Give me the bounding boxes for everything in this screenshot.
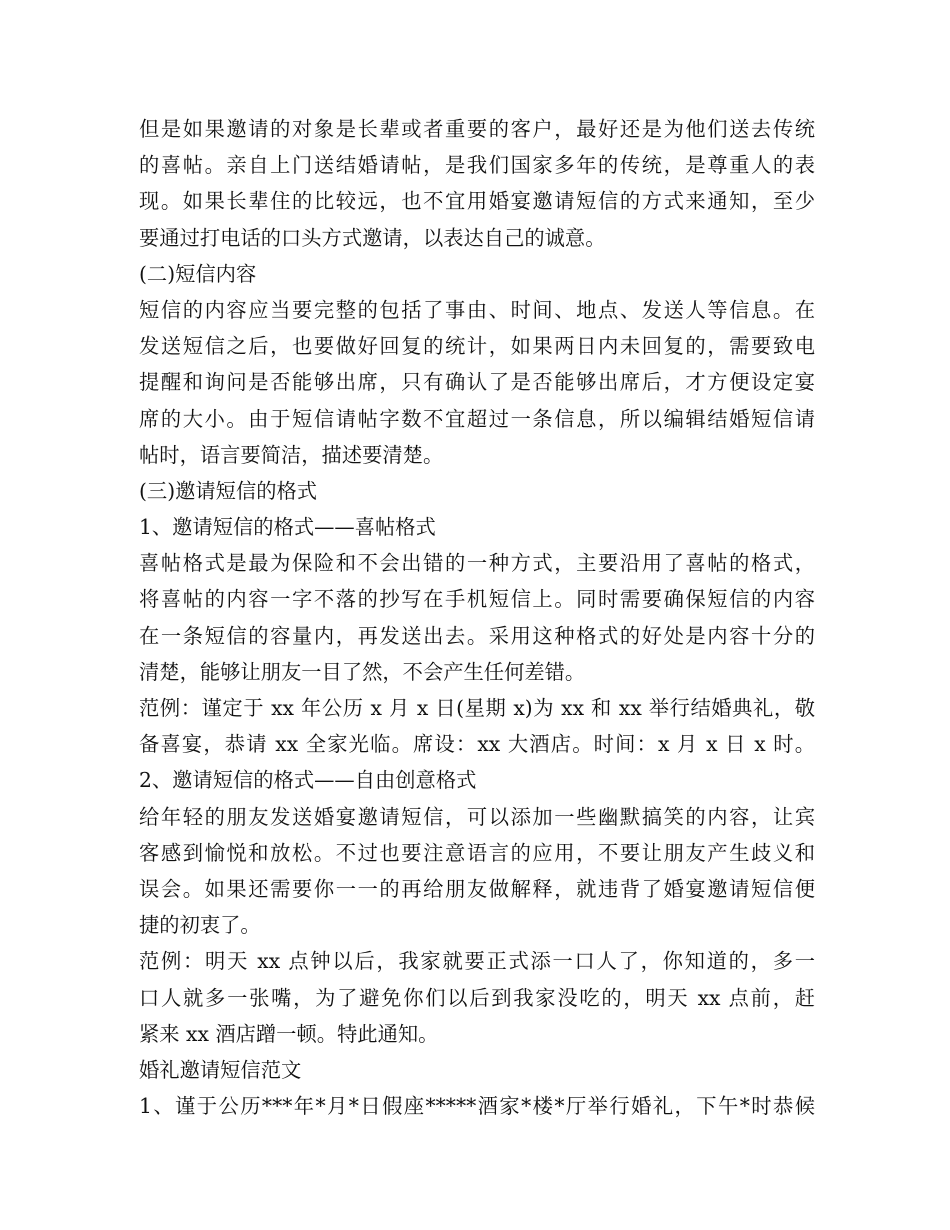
text-line-15: 在一条短信的容量内，再发送出去。采用这种格式的好处是内容十分的 (139, 623, 815, 648)
text-line-7: 发送短信之后，也要做好回复的统计，如果两日内未回复的，需要致电 (139, 334, 815, 359)
example-line-4: 口人就多一张嘴，为了避免你们以后到我家没吃的，明天 xx 点前，赶 (139, 985, 815, 1010)
text-line-14: 将喜帖的内容一字不落的抄写在手机短信上。同时需要确保短信的内容 (139, 587, 815, 612)
text-line-3: 现。如果长辈住的比较远，也不宜用婚宴邀请短信的方式来通知，至少 (139, 189, 815, 214)
text-line-4: 要通过打电话的口头方式邀请，以表达自己的诚意。 (139, 225, 606, 250)
text-line-10: 帖时，语言要简洁，描述要清楚。 (139, 442, 444, 467)
text-line-9: 席的大小。由于短信请帖字数不宜超过一条信息，所以编辑结婚短信请 (139, 406, 815, 431)
text-line-20: 给年轻的朋友发送婚宴邀请短信，可以添加一些幽默搞笑的内容，让宾 (139, 804, 815, 829)
text-line-2: 的喜帖。亲自上门送结婚请帖，是我们国家多年的传统，是尊重人的表 (139, 153, 815, 178)
sample-line-1: 1、谨于公历***年*月*日假座*****酒家*楼*厅举行婚礼，下午*时恭候 (139, 1094, 815, 1119)
text-line-13: 喜帖格式是最为保险和不会出错的一种方式，主要沿用了喜帖的格式， (139, 551, 815, 576)
text-line-6: 短信的内容应当要完整的包括了事由、时间、地点、发送人等信息。在 (139, 297, 815, 322)
text-line-23: 捷的初衷了。 (139, 913, 261, 938)
example-line-3: 范例：明天 xx 点钟以后，我家就要正式添一口人了，你知道的，多一 (139, 949, 815, 974)
subheading-free-format: 2、邀请短信的格式——自由创意格式 (139, 768, 477, 793)
subheading-invitation-format: 1、邀请短信的格式——喜帖格式 (139, 515, 436, 540)
text-line-16: 清楚，能够让朋友一目了然，不会产生任何差错。 (139, 659, 586, 684)
text-line-21: 客感到愉悦和放松。不过也要注意语言的应用，不要让朋友产生歧义和 (139, 840, 815, 865)
section-heading-sms-content: (二)短信内容 (139, 261, 257, 286)
example-line-2: 备喜宴，恭请 xx 全家光临。席设：xx 大酒店。时间：x 月 x 日 x 时。 (139, 732, 815, 757)
text-line-1: 但是如果邀请的对象是长辈或者重要的客户，最好还是为他们送去传统 (139, 117, 815, 141)
text-line-22: 误会。如果还需要你一一的再给朋友做解释，就违背了婚宴邀请短信便 (139, 876, 815, 901)
section-heading-wedding-sms-samples: 婚礼邀请短信范文 (139, 1057, 302, 1082)
document-body (139, 111, 815, 1124)
section-heading-sms-format: (三)邀请短信的格式 (139, 478, 318, 503)
example-line-5: 紧来 xx 酒店蹭一顿。特此通知。 (139, 1021, 439, 1046)
example-line-1: 范例：谨定于 xx 年公历 x 月 x 日(星期 x)为 xx 和 xx 举行结婚典礼，敬 (139, 696, 815, 720)
text-line-8: 提醒和询问是否能够出席，只有确认了是否能够出席后，才方便设定宴 (139, 370, 815, 395)
